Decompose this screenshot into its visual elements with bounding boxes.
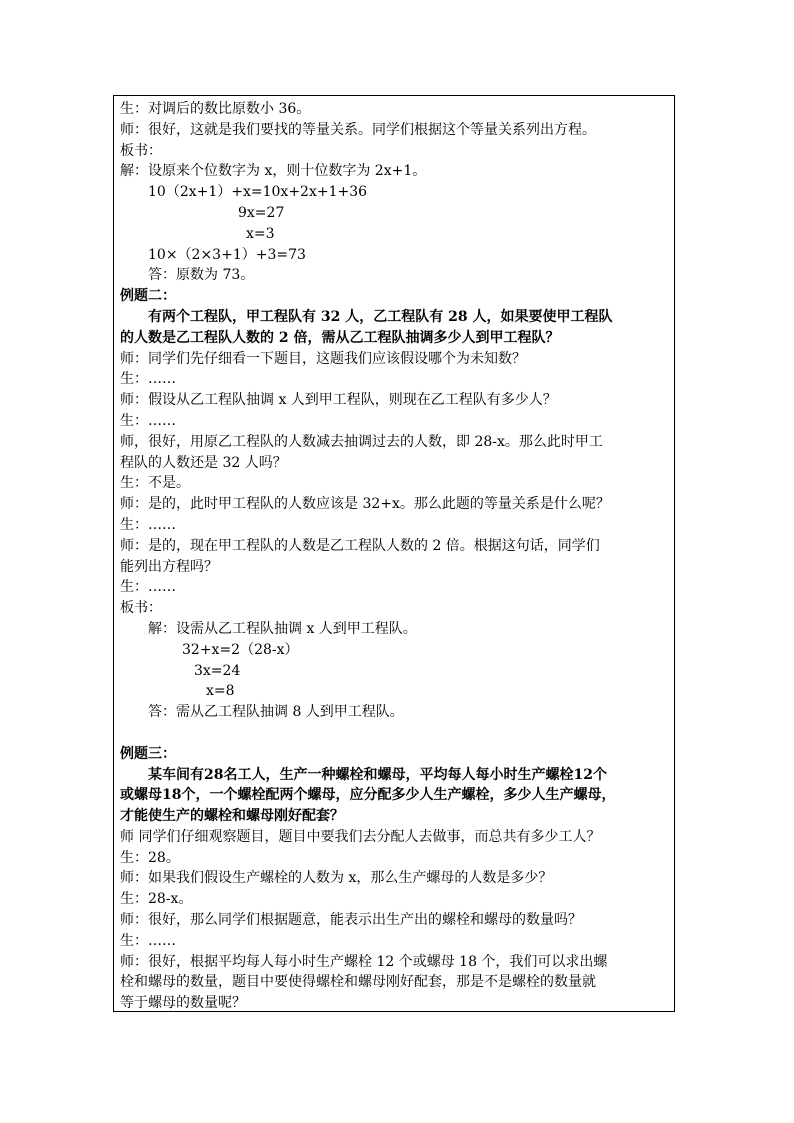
text-line: 师：很好，这就是我们要找的等量关系。同学们根据这个等量关系列出方程。 xyxy=(120,121,596,138)
lesson-table-cell xyxy=(113,95,675,1012)
text-line: 栓和螺母的数量，题目中要使得螺栓和螺母刚好配套，那是不是螺栓的数量就 xyxy=(120,974,596,991)
equation-line: x=8 xyxy=(206,683,235,700)
problem-text: 有两个工程队，甲工程队有 32 人，乙工程队有 28 人，如果要使甲工程队 xyxy=(148,308,613,325)
text-line: 板书： xyxy=(120,142,162,159)
text-line: 板书： xyxy=(120,600,162,617)
equation-line: x=3 xyxy=(246,225,275,242)
text-line: 师：假设从乙工程队抽调 x 人到甲工程队，则现在乙工程队有多少人？ xyxy=(120,392,557,409)
example-heading: 例题三： xyxy=(120,745,176,762)
text-line: 生：对调后的数比原数小 36。 xyxy=(120,101,311,117)
solution-line: 解：设需从乙工程队抽调 x 人到甲工程队。 xyxy=(148,620,417,637)
text-line: 解：设原来个位数字为 x，则十位数字为 2x+1。 xyxy=(120,163,427,180)
equation-line: 10×（2×3+1）+3=73 xyxy=(148,246,306,263)
text-line: 生：不是。 xyxy=(120,475,190,492)
text-line: 师：很好，根据平均每人每小时生产螺栓 12 个或螺母 18 个，我们可以求出螺 xyxy=(120,953,608,970)
problem-text: 或螺母18个，一个螺栓配两个螺母，应分配多少人生产螺栓，多少人生产螺母， xyxy=(120,787,616,804)
equation-line: 3x=24 xyxy=(194,662,241,679)
text-line: 等于螺母的数量呢？ xyxy=(120,995,246,1012)
equation-line: 32+x=2（28-x） xyxy=(182,641,299,658)
text-line: 生：…… xyxy=(120,932,176,949)
problem-text: 某车间有28名工人，生产一种螺栓和螺母，平均每人每小时生产螺栓12个 xyxy=(148,766,607,783)
text-line: 生：…… xyxy=(120,371,176,388)
text-line: 生：…… xyxy=(120,516,176,533)
text-line: 师，很好，用原乙工程队的人数减去抽调过去的人数，即 28-x。那么此时甲工 xyxy=(120,433,603,450)
equation-line: 9x=27 xyxy=(238,204,285,221)
text-line: 师：是的，现在甲工程队的人数是乙工程队人数的 2 倍。根据这句话，同学们 xyxy=(120,537,600,554)
text-line: 师：是的，此时甲工程队的人数应该是 32+x。那么此题的等量关系是什么呢？ xyxy=(120,496,610,513)
equation-line: 10（2x+1）+x=10x+2x+1+36 xyxy=(148,184,368,201)
text-line: 生：…… xyxy=(120,579,176,596)
text-line: 能列出方程吗？ xyxy=(120,558,218,575)
example-heading: 例题二： xyxy=(120,288,176,305)
lesson-content xyxy=(120,99,670,1014)
text-line: 师：很好，那么同学们根据题意，能表示出生产出的螺栓和螺母的数量吗？ xyxy=(120,912,582,929)
text-line: 生：28-x。 xyxy=(120,891,193,908)
blank-line xyxy=(120,723,670,744)
text-line: 师：同学们先仔细看一下题目，这题我们应该假设哪个为未知数？ xyxy=(120,350,526,367)
text-line: 师 同学们仔细观察题目，题目中要我们去分配人去做事，而总共有多少工人？ xyxy=(120,828,601,845)
text-line: 师：如果我们假设生产螺栓的人数为 x，那么生产螺母的人数是多少？ xyxy=(120,870,553,887)
problem-text: 才能使生产的螺栓和螺母刚好配套？ xyxy=(120,808,344,825)
text-line: 生：…… xyxy=(120,412,176,429)
problem-text: 的人数是乙工程队人数的 2 倍，需从乙工程队抽调多少人到甲工程队？ xyxy=(120,329,560,346)
text-line: 生：28。 xyxy=(120,849,180,866)
text-line: 程队的人数还是 32 人吗？ xyxy=(120,454,287,471)
answer-line: 答：需从乙工程队抽调 8 人到甲工程队。 xyxy=(148,704,404,721)
answer-line: 答：原数为 73。 xyxy=(148,267,255,284)
